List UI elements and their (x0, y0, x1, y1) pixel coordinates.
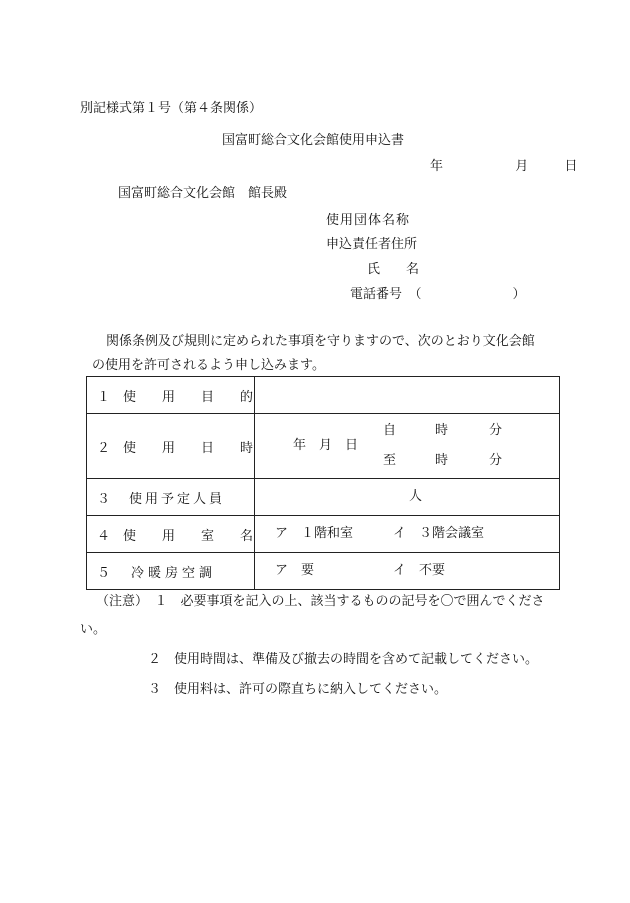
datetime-field[interactable] (255, 414, 560, 479)
date-day: 日 (564, 159, 578, 174)
row-label-aircon: ５ 冷暖房空調 (87, 553, 255, 590)
attendees-field[interactable] (255, 479, 560, 516)
addressee: 国富町総合文化会館 館長殿 (118, 186, 288, 201)
note-2: ２ 使用時間は、準備及び撤去の時間を含めて記載してください。 (148, 652, 539, 667)
table-row (87, 553, 560, 590)
note-3: ３ 使用料は、許可の際直ちに納入してください。 (148, 682, 448, 697)
document-title: 国富町総合文化会館使用申込書 (222, 133, 405, 148)
applicant-org-name: 使用団体名称 (326, 213, 411, 228)
room-option-b[interactable]: イ ３階会議室 (393, 526, 485, 541)
note-1: （注意） １ 必要事項を記入の上、該当するものの記号を〇で囲んでくださ (96, 594, 545, 609)
attendees-unit: 人 (409, 489, 423, 504)
intro-line-1: 関係条例及び規則に定められた事項を守りますので、次のとおり文化会館 (106, 334, 535, 349)
note-1-wrap: い。 (80, 622, 107, 637)
datetime-from-minute: 分 (489, 423, 503, 438)
purpose-field[interactable] (255, 377, 560, 414)
row-label-room: ４ 使 用 室 名 (87, 516, 255, 553)
room-option-a[interactable]: ア １階和室 (275, 526, 354, 541)
applicant-phone: 電話番号 （ ） (350, 287, 526, 302)
datetime-to: 至 (383, 453, 397, 468)
table-row (87, 414, 560, 479)
aircon-option-b[interactable]: イ 不要 (393, 563, 446, 578)
table-row (87, 479, 560, 516)
aircon-option-a[interactable]: ア 要 (275, 563, 315, 578)
datetime-from-hour: 時 (435, 423, 449, 438)
row-label-datetime: ２ 使 用 日 時 (87, 414, 255, 479)
aircon-field[interactable] (255, 553, 560, 590)
date-line (430, 158, 577, 176)
applicant-address: 申込責任者住所 (326, 237, 418, 252)
intro-line-2: の使用を許可されるよう申し込みます。 (92, 358, 325, 373)
table-row (87, 516, 560, 553)
date-month: 月 (515, 159, 529, 174)
room-field[interactable] (255, 516, 560, 553)
applicant-name: 氏 名 (367, 262, 420, 277)
datetime-ymd: 年 月 日 (293, 438, 359, 453)
datetime-from: 自 (383, 423, 397, 438)
row-label-attendees: ３ 使用予定人員 (87, 479, 255, 516)
row-label-purpose: １ 使 用 目 的 (87, 377, 255, 414)
form-number-label: 別記様式第１号（第４条関係） (80, 101, 263, 116)
application-table (86, 376, 560, 590)
intro-text (92, 330, 554, 378)
datetime-to-minute: 分 (489, 453, 503, 468)
datetime-to-hour: 時 (435, 453, 449, 468)
table-row (87, 377, 560, 414)
date-year: 年 (430, 159, 444, 174)
